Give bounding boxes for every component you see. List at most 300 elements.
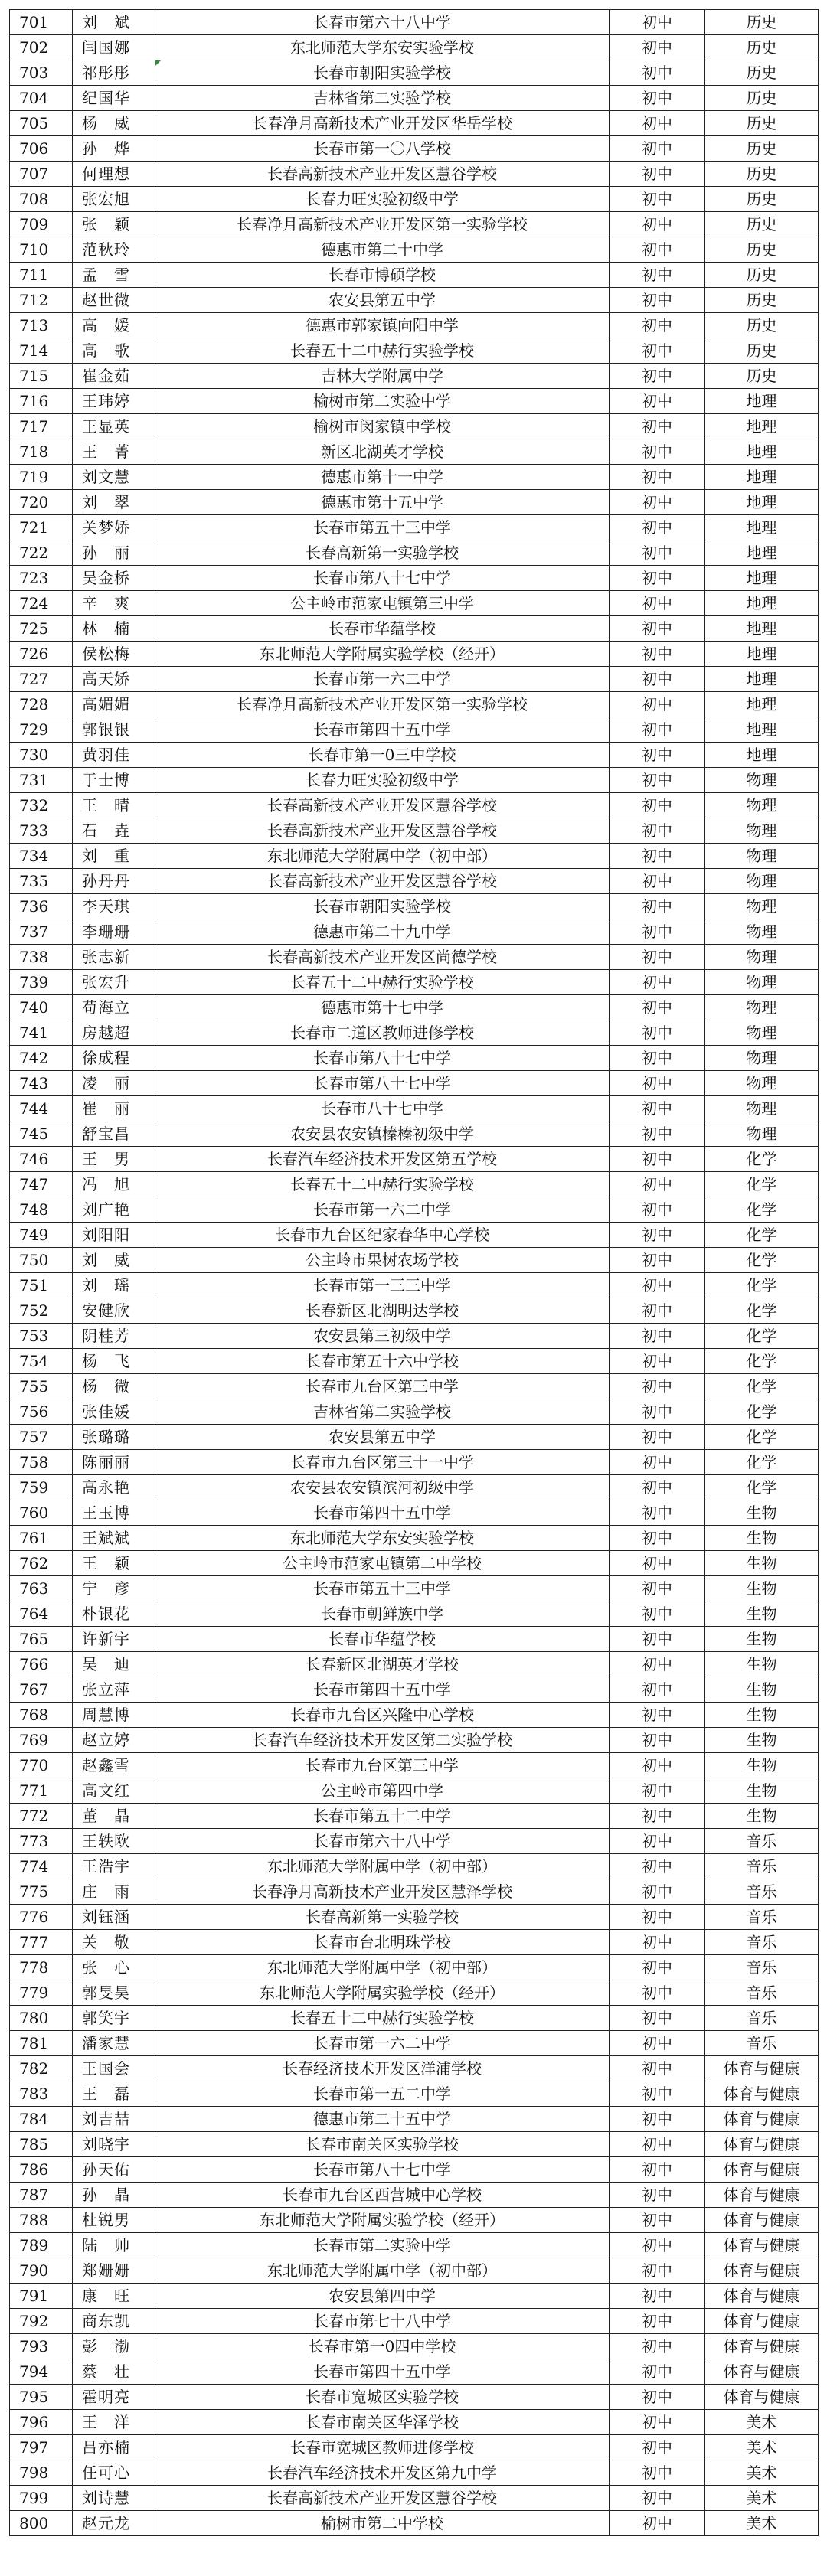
school-stage-cell: 初中 xyxy=(610,591,705,616)
row-number-cell: 716 xyxy=(10,389,73,414)
row-number-cell: 797 xyxy=(10,2435,73,2460)
table-row xyxy=(10,818,819,844)
row-number-cell: 787 xyxy=(10,2183,73,2208)
school-name-cell: 东北师范大学附属中学（初中部） xyxy=(155,1955,610,1980)
table-row xyxy=(10,2435,819,2460)
table-row xyxy=(10,1551,819,1576)
school-stage-cell: 初中 xyxy=(610,2435,705,2460)
table-row xyxy=(10,86,819,111)
table-row xyxy=(10,566,819,591)
row-number-cell: 800 xyxy=(10,2511,73,2536)
row-number-cell: 769 xyxy=(10,1728,73,1753)
teacher-name-cell: 朴银花 xyxy=(73,1601,155,1627)
subject-cell: 地理 xyxy=(705,616,819,642)
row-number-cell: 743 xyxy=(10,1071,73,1096)
row-number-cell: 784 xyxy=(10,2107,73,2132)
subject-cell: 化学 xyxy=(705,1172,819,1197)
teacher-name-cell: 舒宝昌 xyxy=(73,1121,155,1147)
subject-cell: 历史 xyxy=(705,136,819,162)
teacher-name-cell: 刘 重 xyxy=(73,844,155,869)
teacher-name-cell: 凌 丽 xyxy=(73,1071,155,1096)
school-name-cell: 东北师范大学附属实验学校（经开） xyxy=(155,642,610,667)
subject-cell: 物理 xyxy=(705,844,819,869)
school-stage-cell: 初中 xyxy=(610,1450,705,1475)
table-row xyxy=(10,844,819,869)
table-row xyxy=(10,338,819,364)
table-row xyxy=(10,2107,819,2132)
row-number-cell: 783 xyxy=(10,2081,73,2107)
teacher-name-cell: 郭笑宇 xyxy=(73,2006,155,2031)
teacher-name-cell: 高 歌 xyxy=(73,338,155,364)
subject-cell: 地理 xyxy=(705,667,819,692)
teacher-name-cell: 王玉博 xyxy=(73,1500,155,1526)
subject-cell: 地理 xyxy=(705,591,819,616)
row-number-cell: 717 xyxy=(10,414,73,439)
subject-cell: 体育与健康 xyxy=(705,2334,819,2359)
school-stage-cell: 初中 xyxy=(610,1930,705,1955)
row-number-cell: 735 xyxy=(10,869,73,894)
row-number-cell: 712 xyxy=(10,288,73,313)
school-stage-cell: 初中 xyxy=(610,1980,705,2006)
school-name-cell: 长春汽车经济技术开发区第九中学 xyxy=(155,2460,610,2486)
teacher-name-cell: 高文红 xyxy=(73,1778,155,1804)
subject-cell: 物理 xyxy=(705,894,819,919)
table-row xyxy=(10,970,819,995)
row-number-cell: 707 xyxy=(10,162,73,187)
row-number-cell: 724 xyxy=(10,591,73,616)
school-name-cell: 长春汽车经济技术开发区第二实验学校 xyxy=(155,1728,610,1753)
school-stage-cell: 初中 xyxy=(610,465,705,490)
subject-cell: 体育与健康 xyxy=(705,2208,819,2233)
school-stage-cell: 初中 xyxy=(610,1576,705,1601)
subject-cell: 历史 xyxy=(705,187,819,212)
school-name-cell: 长春高新技术产业开发区慧谷学校 xyxy=(155,162,610,187)
table-row xyxy=(10,945,819,970)
subject-cell: 音乐 xyxy=(705,1829,819,1854)
school-stage-cell: 初中 xyxy=(610,1324,705,1349)
school-stage-cell: 初中 xyxy=(610,1955,705,1980)
school-name-cell: 长春市第七十八中学 xyxy=(155,2309,610,2334)
row-number-cell: 726 xyxy=(10,642,73,667)
teacher-name-cell: 闫国娜 xyxy=(73,35,155,60)
subject-cell: 化学 xyxy=(705,1223,819,1248)
subject-cell: 生物 xyxy=(705,1500,819,1526)
teacher-name-cell: 房越超 xyxy=(73,1020,155,1046)
table-row xyxy=(10,919,819,945)
table-row xyxy=(10,1753,819,1778)
row-number-cell: 789 xyxy=(10,2233,73,2258)
school-stage-cell: 初中 xyxy=(610,1627,705,1652)
subject-cell: 生物 xyxy=(705,1753,819,1778)
table-row xyxy=(10,237,819,263)
table-row xyxy=(10,1197,819,1223)
school-name-cell: 长春市九台区第三中学 xyxy=(155,1753,610,1778)
table-row xyxy=(10,1955,819,1980)
teacher-name-cell: 冯 旭 xyxy=(73,1172,155,1197)
teacher-name-cell: 潘家慧 xyxy=(73,2031,155,2056)
teacher-name-cell: 刘 瑶 xyxy=(73,1273,155,1298)
teacher-name-cell: 林 楠 xyxy=(73,616,155,642)
subject-cell: 地理 xyxy=(705,389,819,414)
subject-cell: 美术 xyxy=(705,2460,819,2486)
teacher-name-cell: 刘阳阳 xyxy=(73,1223,155,1248)
teacher-name-cell: 霍明亮 xyxy=(73,2385,155,2410)
table-row xyxy=(10,1324,819,1349)
row-number-cell: 751 xyxy=(10,1273,73,1298)
teacher-name-cell: 范秋玲 xyxy=(73,237,155,263)
school-name-cell: 农安县第三初级中学 xyxy=(155,1324,610,1349)
row-number-cell: 749 xyxy=(10,1223,73,1248)
school-stage-cell: 初中 xyxy=(610,2359,705,2385)
school-stage-cell: 初中 xyxy=(610,515,705,540)
row-number-cell: 731 xyxy=(10,768,73,793)
row-number-cell: 721 xyxy=(10,515,73,540)
school-name-cell: 德惠市第十一中学 xyxy=(155,465,610,490)
school-name-cell: 长春市第一六二中学 xyxy=(155,2031,610,2056)
row-number-cell: 741 xyxy=(10,1020,73,1046)
subject-cell: 物理 xyxy=(705,1096,819,1121)
teacher-name-cell: 吴金桥 xyxy=(73,566,155,591)
school-stage-cell: 初中 xyxy=(610,919,705,945)
subject-cell: 化学 xyxy=(705,1147,819,1172)
school-stage-cell: 初中 xyxy=(610,2107,705,2132)
teacher-name-cell: 何理想 xyxy=(73,162,155,187)
school-stage-cell: 初中 xyxy=(610,2031,705,2056)
school-name-cell: 农安县农安镇榛榛初级中学 xyxy=(155,1121,610,1147)
school-name-cell: 长春市朝阳实验学校 xyxy=(155,894,610,919)
school-stage-cell: 初中 xyxy=(610,86,705,111)
row-number-cell: 744 xyxy=(10,1096,73,1121)
table-row xyxy=(10,2258,819,2284)
school-name-cell: 长春市八十七中学 xyxy=(155,1096,610,1121)
teacher-name-cell: 刘诗慧 xyxy=(73,2486,155,2511)
subject-cell: 物理 xyxy=(705,768,819,793)
subject-cell: 化学 xyxy=(705,1298,819,1324)
school-stage-cell: 初中 xyxy=(610,667,705,692)
table-row xyxy=(10,1601,819,1627)
school-stage-cell: 初中 xyxy=(610,1223,705,1248)
teacher-name-cell: 王轶欧 xyxy=(73,1829,155,1854)
row-number-cell: 761 xyxy=(10,1526,73,1551)
subject-cell: 历史 xyxy=(705,35,819,60)
subject-cell: 体育与健康 xyxy=(705,2309,819,2334)
table-row xyxy=(10,2132,819,2157)
school-stage-cell: 初中 xyxy=(610,793,705,818)
school-stage-cell: 初中 xyxy=(610,1071,705,1096)
row-number-cell: 794 xyxy=(10,2359,73,2385)
table-row xyxy=(10,187,819,212)
school-name-cell: 德惠市第十七中学 xyxy=(155,995,610,1020)
row-number-cell: 714 xyxy=(10,338,73,364)
school-stage-cell: 初中 xyxy=(610,2157,705,2183)
school-stage-cell: 初中 xyxy=(610,2183,705,2208)
row-number-cell: 702 xyxy=(10,35,73,60)
table-row xyxy=(10,1046,819,1071)
teacher-name-cell: 纪国华 xyxy=(73,86,155,111)
subject-cell: 美术 xyxy=(705,2511,819,2536)
row-number-cell: 752 xyxy=(10,1298,73,1324)
table-row xyxy=(10,1223,819,1248)
school-stage-cell: 初中 xyxy=(610,692,705,717)
row-number-cell: 737 xyxy=(10,919,73,945)
teacher-name-cell: 关 敬 xyxy=(73,1930,155,1955)
table-row xyxy=(10,1450,819,1475)
table-row xyxy=(10,10,819,35)
subject-cell: 地理 xyxy=(705,515,819,540)
row-number-cell: 742 xyxy=(10,1046,73,1071)
school-stage-cell: 初中 xyxy=(610,1829,705,1854)
teacher-name-cell: 杜锐男 xyxy=(73,2208,155,2233)
school-name-cell: 德惠市郭家镇向阳中学 xyxy=(155,313,610,338)
teacher-name-cell: 孙天佑 xyxy=(73,2157,155,2183)
subject-cell: 体育与健康 xyxy=(705,2107,819,2132)
school-stage-cell: 初中 xyxy=(610,263,705,288)
teacher-name-cell: 阴桂芳 xyxy=(73,1324,155,1349)
subject-cell: 音乐 xyxy=(705,1879,819,1905)
school-stage-cell: 初中 xyxy=(610,187,705,212)
subject-cell: 物理 xyxy=(705,919,819,945)
school-name-cell: 长春净月高新技术产业开发区慧泽学校 xyxy=(155,1879,610,1905)
subject-cell: 化学 xyxy=(705,1374,819,1399)
school-name-cell: 长春市宽城区教师进修学校 xyxy=(155,2435,610,2460)
table-row xyxy=(10,212,819,237)
school-name-cell: 长春市第四十五中学 xyxy=(155,2359,610,2385)
subject-cell: 历史 xyxy=(705,313,819,338)
table-row xyxy=(10,414,819,439)
row-number-cell: 746 xyxy=(10,1147,73,1172)
school-name-cell: 长春市第四十五中学 xyxy=(155,717,610,743)
school-stage-cell: 初中 xyxy=(610,1374,705,1399)
table-row xyxy=(10,1829,819,1854)
subject-cell: 生物 xyxy=(705,1652,819,1677)
row-number-cell: 730 xyxy=(10,743,73,768)
subject-cell: 体育与健康 xyxy=(705,2183,819,2208)
row-number-cell: 755 xyxy=(10,1374,73,1399)
teacher-name-cell: 蔡 壮 xyxy=(73,2359,155,2385)
school-stage-cell: 初中 xyxy=(610,1425,705,1450)
school-name-cell: 东北师范大学东安实验学校 xyxy=(155,35,610,60)
school-stage-cell: 初中 xyxy=(610,540,705,566)
teacher-name-cell: 苟海立 xyxy=(73,995,155,1020)
teacher-name-cell: 关梦娇 xyxy=(73,515,155,540)
school-stage-cell: 初中 xyxy=(610,389,705,414)
row-number-cell: 785 xyxy=(10,2132,73,2157)
school-stage-cell: 初中 xyxy=(610,288,705,313)
row-number-cell: 720 xyxy=(10,490,73,515)
subject-cell: 音乐 xyxy=(705,2006,819,2031)
teacher-name-cell: 张 颖 xyxy=(73,212,155,237)
row-number-cell: 739 xyxy=(10,970,73,995)
teacher-name-cell: 孙 烨 xyxy=(73,136,155,162)
table-row xyxy=(10,2031,819,2056)
teacher-name-cell: 周慧博 xyxy=(73,1703,155,1728)
subject-cell: 体育与健康 xyxy=(705,2284,819,2309)
table-row xyxy=(10,667,819,692)
row-number-cell: 796 xyxy=(10,2410,73,2435)
row-number-cell: 766 xyxy=(10,1652,73,1677)
row-number-cell: 715 xyxy=(10,364,73,389)
school-stage-cell: 初中 xyxy=(610,768,705,793)
school-stage-cell: 初中 xyxy=(610,1753,705,1778)
table-row xyxy=(10,1526,819,1551)
table-row xyxy=(10,2334,819,2359)
school-stage-cell: 初中 xyxy=(610,1248,705,1273)
table-row xyxy=(10,2157,819,2183)
subject-cell: 音乐 xyxy=(705,2031,819,2056)
school-name-cell: 长春力旺实验初级中学 xyxy=(155,187,610,212)
row-number-cell: 734 xyxy=(10,844,73,869)
teacher-name-cell: 刘广艳 xyxy=(73,1197,155,1223)
table-row xyxy=(10,743,819,768)
school-name-cell: 公主岭市第四中学 xyxy=(155,1778,610,1804)
school-stage-cell: 初中 xyxy=(610,945,705,970)
subject-cell: 地理 xyxy=(705,717,819,743)
school-name-cell: 公主岭市范家屯镇第二中学校 xyxy=(155,1551,610,1576)
subject-cell: 体育与健康 xyxy=(705,2233,819,2258)
table-row xyxy=(10,1930,819,1955)
school-stage-cell: 初中 xyxy=(610,1703,705,1728)
subject-cell: 历史 xyxy=(705,263,819,288)
teacher-name-cell: 许新宇 xyxy=(73,1627,155,1652)
school-name-cell: 长春净月高新技术产业开发区华岳学校 xyxy=(155,111,610,136)
row-number-cell: 706 xyxy=(10,136,73,162)
table-row xyxy=(10,1627,819,1652)
row-number-cell: 779 xyxy=(10,1980,73,2006)
subject-cell: 生物 xyxy=(705,1703,819,1728)
subject-cell: 化学 xyxy=(705,1475,819,1500)
row-number-cell: 764 xyxy=(10,1601,73,1627)
row-number-cell: 736 xyxy=(10,894,73,919)
table-row xyxy=(10,793,819,818)
row-number-cell: 704 xyxy=(10,86,73,111)
school-name-cell: 榆树市第二中学校 xyxy=(155,2511,610,2536)
school-name-cell: 长春市第一0四中学校 xyxy=(155,2334,610,2359)
table-row xyxy=(10,1020,819,1046)
table-row xyxy=(10,2460,819,2486)
school-name-cell: 长春市宽城区实验学校 xyxy=(155,2385,610,2410)
row-number-cell: 750 xyxy=(10,1248,73,1273)
school-stage-cell: 初中 xyxy=(610,1172,705,1197)
school-name-cell: 长春高新第一实验学校 xyxy=(155,1905,610,1930)
table-row xyxy=(10,2233,819,2258)
school-name-cell: 长春市第八十七中学 xyxy=(155,1046,610,1071)
table-row xyxy=(10,1248,819,1273)
school-stage-cell: 初中 xyxy=(610,414,705,439)
row-number-cell: 727 xyxy=(10,667,73,692)
school-stage-cell: 初中 xyxy=(610,1601,705,1627)
school-name-cell: 榆树市第二实验中学 xyxy=(155,389,610,414)
row-number-cell: 758 xyxy=(10,1450,73,1475)
teacher-name-cell: 赵鑫雪 xyxy=(73,1753,155,1778)
table-row xyxy=(10,1576,819,1601)
row-number-cell: 747 xyxy=(10,1172,73,1197)
subject-cell: 物理 xyxy=(705,1020,819,1046)
subject-cell: 地理 xyxy=(705,414,819,439)
subject-cell: 生物 xyxy=(705,1728,819,1753)
teacher-name-cell: 石 垚 xyxy=(73,818,155,844)
subject-cell: 地理 xyxy=(705,566,819,591)
subject-cell: 化学 xyxy=(705,1349,819,1374)
subject-cell: 音乐 xyxy=(705,1930,819,1955)
teacher-name-cell: 祁彤彤 xyxy=(73,60,155,86)
table-row xyxy=(10,1298,819,1324)
school-stage-cell: 初中 xyxy=(610,2460,705,2486)
teacher-name-cell: 张志新 xyxy=(73,945,155,970)
school-name-cell: 长春市第四十五中学 xyxy=(155,1677,610,1703)
subject-cell: 地理 xyxy=(705,490,819,515)
school-name-cell: 东北师范大学附属实验学校（经开） xyxy=(155,2208,610,2233)
school-stage-cell: 初中 xyxy=(610,894,705,919)
table-row xyxy=(10,288,819,313)
row-number-cell: 774 xyxy=(10,1854,73,1879)
teacher-name-cell: 张 心 xyxy=(73,1955,155,1980)
subject-cell: 物理 xyxy=(705,1121,819,1147)
school-stage-cell: 初中 xyxy=(610,1905,705,1930)
subject-cell: 体育与健康 xyxy=(705,2132,819,2157)
subject-cell: 生物 xyxy=(705,1526,819,1551)
table-row xyxy=(10,2081,819,2107)
teacher-name-cell: 辛 爽 xyxy=(73,591,155,616)
school-name-cell: 长春市第八十七中学 xyxy=(155,566,610,591)
table-row xyxy=(10,1854,819,1879)
subject-cell: 音乐 xyxy=(705,1980,819,2006)
table-row xyxy=(10,2183,819,2208)
school-name-cell: 东北师范大学附属实验学校（经开） xyxy=(155,1980,610,2006)
school-stage-cell: 初中 xyxy=(610,1526,705,1551)
teacher-name-cell: 孙丹丹 xyxy=(73,869,155,894)
table-row xyxy=(10,1728,819,1753)
row-number-cell: 782 xyxy=(10,2056,73,2081)
teacher-name-cell: 黄羽佳 xyxy=(73,743,155,768)
teacher-name-cell: 郑姗姗 xyxy=(73,2258,155,2284)
table-row xyxy=(10,1677,819,1703)
roster-rows xyxy=(10,10,819,2536)
teacher-name-cell: 王 男 xyxy=(73,1147,155,1172)
table-row xyxy=(10,1703,819,1728)
subject-cell: 物理 xyxy=(705,1046,819,1071)
subject-cell: 物理 xyxy=(705,793,819,818)
table-row xyxy=(10,162,819,187)
row-number-cell: 773 xyxy=(10,1829,73,1854)
row-number-cell: 703 xyxy=(10,60,73,86)
school-name-cell: 德惠市第十五中学 xyxy=(155,490,610,515)
table-row xyxy=(10,1349,819,1374)
row-number-cell: 762 xyxy=(10,1551,73,1576)
teacher-name-cell: 王 磊 xyxy=(73,2081,155,2107)
school-name-cell: 长春高新技术产业开发区慧谷学校 xyxy=(155,869,610,894)
school-name-cell: 长春五十二中赫行实验学校 xyxy=(155,338,610,364)
school-name-cell: 长春市第一六二中学 xyxy=(155,667,610,692)
school-stage-cell: 初中 xyxy=(610,1854,705,1879)
teacher-name-cell: 商东凯 xyxy=(73,2309,155,2334)
school-name-cell: 长春市第五十六中学校 xyxy=(155,1349,610,1374)
school-name-cell: 农安县农安镇滨河初级中学 xyxy=(155,1475,610,1500)
school-stage-cell: 初中 xyxy=(610,35,705,60)
table-row xyxy=(10,692,819,717)
row-number-cell: 788 xyxy=(10,2208,73,2233)
table-row xyxy=(10,1500,819,1526)
subject-cell: 体育与健康 xyxy=(705,2081,819,2107)
school-stage-cell: 初中 xyxy=(610,818,705,844)
teacher-name-cell: 刘晓宇 xyxy=(73,2132,155,2157)
school-name-cell: 长春市第六十八中学 xyxy=(155,1829,610,1854)
teacher-name-cell: 王浩宇 xyxy=(73,1854,155,1879)
school-stage-cell: 初中 xyxy=(610,1804,705,1829)
row-number-cell: 729 xyxy=(10,717,73,743)
teacher-name-cell: 王玮婷 xyxy=(73,389,155,414)
school-stage-cell: 初中 xyxy=(610,237,705,263)
teacher-name-cell: 张宏升 xyxy=(73,970,155,995)
